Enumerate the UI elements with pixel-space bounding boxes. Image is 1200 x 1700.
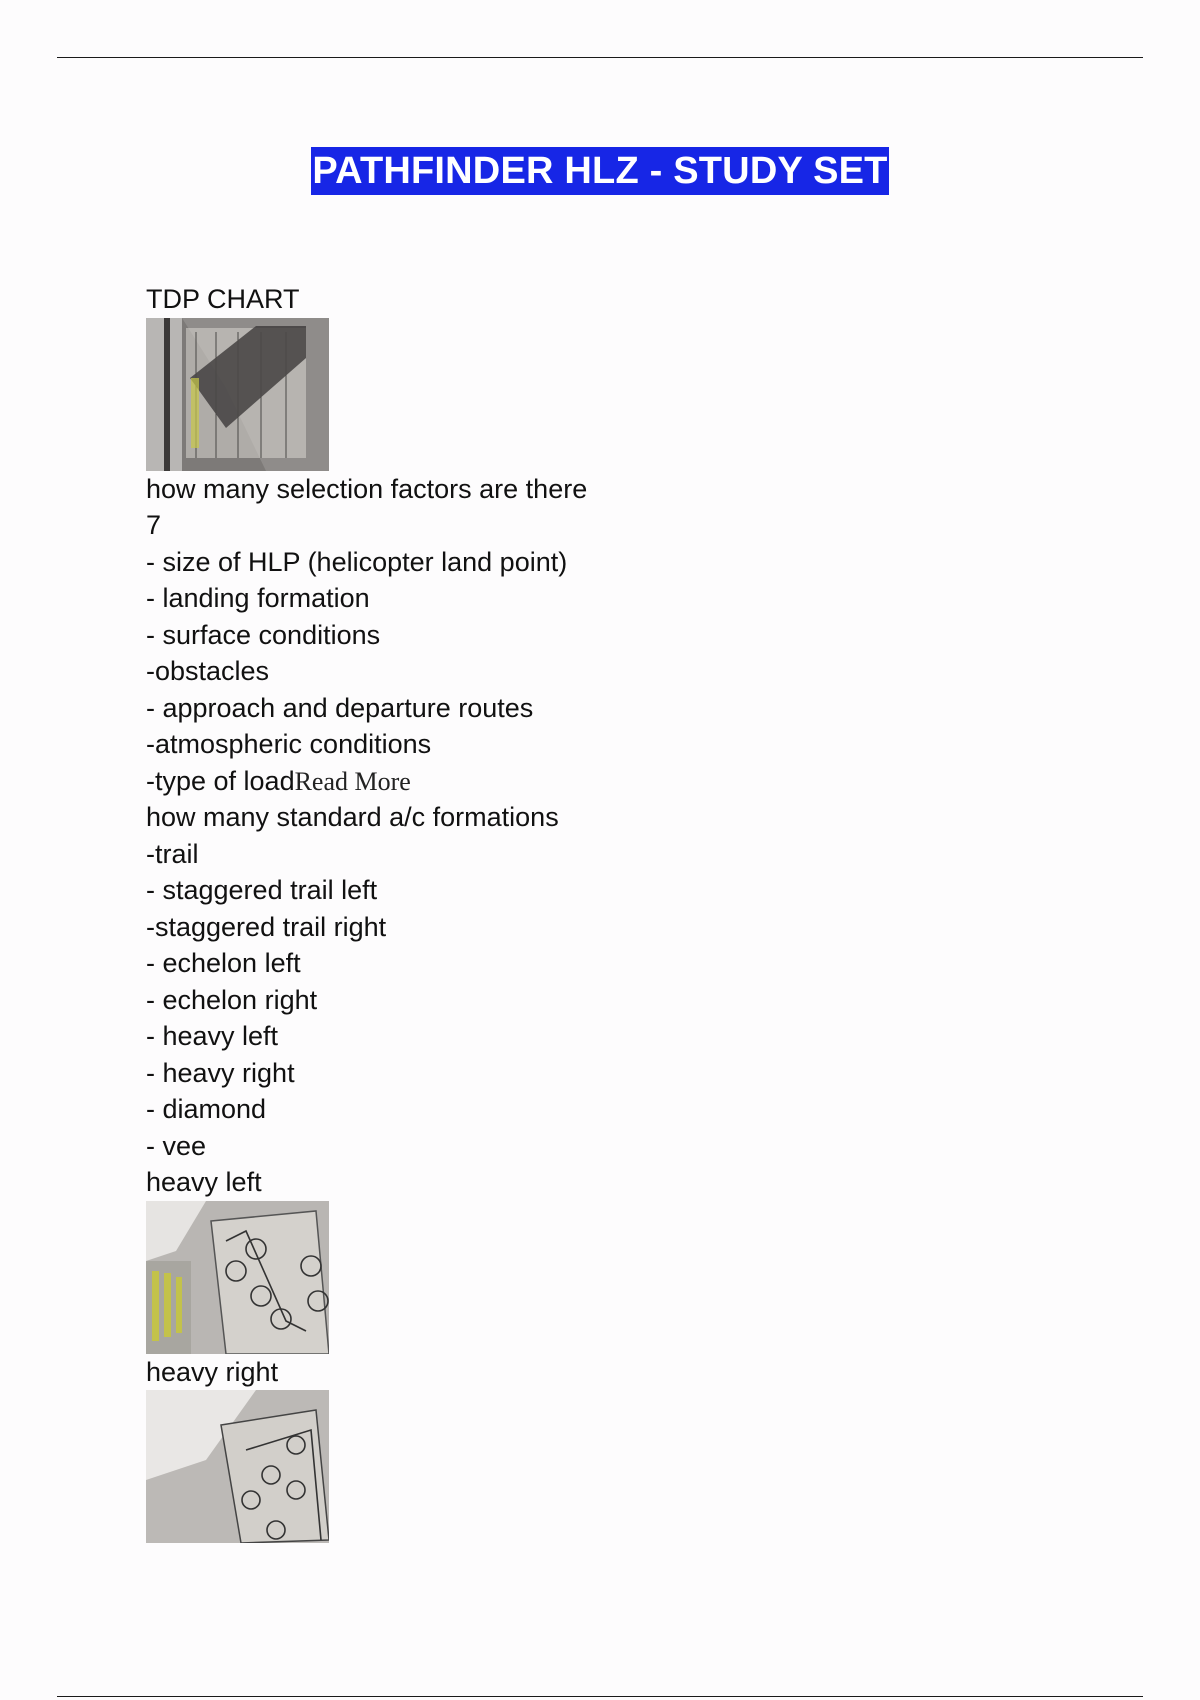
heavy-left-heading: heavy left	[146, 1167, 262, 1197]
document-title: PATHFINDER HLZ - STUDY SET	[311, 147, 888, 195]
answer-line: - approach and departure routes	[146, 692, 534, 723]
question-selection-factors: how many selection factors are there	[146, 473, 588, 504]
heavy-right-photo	[146, 1390, 329, 1543]
answer-line-with-read-more	[146, 763, 1046, 800]
study-set-content	[146, 281, 1046, 1543]
answer-line: 7	[146, 510, 162, 540]
tdp-chart-photo	[146, 318, 329, 471]
heavy-left-photo	[146, 1201, 329, 1354]
answer-line: -trail	[146, 838, 199, 869]
answer-line: -staggered trail right	[146, 911, 387, 942]
answer-line: - size of HLP (helicopter land point)	[146, 546, 568, 577]
answer-line: -obstacles	[146, 656, 270, 686]
title-wrapper	[0, 147, 1200, 195]
heavy-right-heading: heavy right	[146, 1356, 279, 1387]
answer-text: -type of load	[146, 765, 295, 796]
answer-line: - heavy left	[146, 1021, 279, 1051]
header-rule	[57, 57, 1143, 58]
footer-rule	[57, 1696, 1143, 1697]
answer-line: - echelon left	[146, 948, 301, 978]
answer-line: - diamond	[146, 1094, 267, 1124]
answer-line: - heavy right	[146, 1057, 295, 1088]
answer-line: - vee	[146, 1130, 207, 1161]
question-standard-formations: how many standard a/c formations	[146, 802, 559, 832]
answer-line: - surface conditions	[146, 619, 381, 650]
answer-line: - landing formation	[146, 583, 370, 613]
tdp-chart-heading: TDP CHART	[146, 284, 300, 314]
answer-line: - staggered trail left	[146, 875, 378, 905]
answer-line: - echelon right	[146, 984, 318, 1015]
read-more-link[interactable]: Read More	[294, 766, 411, 796]
answer-line: -atmospheric conditions	[146, 729, 432, 759]
